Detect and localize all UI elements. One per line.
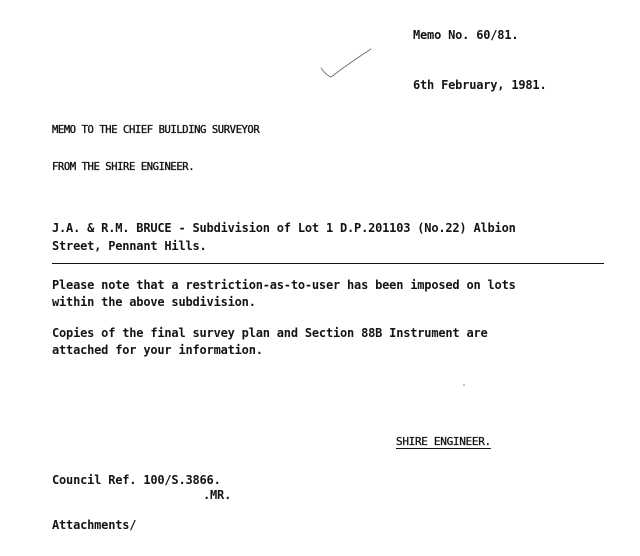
memo-recipient: MEMO TO THE CHIEF BUILDING SURVEYOR: [52, 124, 260, 136]
body-paragraph-1-line-2: within the above subdivision.: [52, 295, 256, 309]
body-paragraph-2-line-2: attached for your information.: [52, 343, 263, 357]
attachments-note: Attachments/: [52, 518, 137, 532]
scan-speck: [463, 384, 465, 386]
subject-line-1: J.A. & R.M. BRUCE - Subdivision of Lot 1 D.P.201103 (No.22) Albion: [52, 221, 516, 235]
typist-initials: .MR.: [203, 488, 232, 502]
council-reference: Council Ref. 100/S.3866.: [52, 473, 221, 487]
subject-divider: [52, 263, 604, 264]
memo-number: Memo No. 60/81.: [413, 28, 519, 42]
handwritten-tick-mark: [318, 46, 374, 82]
body-paragraph-2-line-1: Copies of the final survey plan and Section 88B Instrument are: [52, 326, 488, 340]
subject-line-2: Street, Pennant Hills.: [52, 239, 207, 253]
memo-sender: FROM THE SHIRE ENGINEER.: [52, 161, 195, 173]
memo-date: 6th February, 1981.: [413, 78, 547, 92]
body-paragraph-1-line-1: Please note that a restriction-as-to-user has been imposed on lots: [52, 278, 516, 292]
signature-title: SHIRE ENGINEER.: [396, 435, 491, 448]
